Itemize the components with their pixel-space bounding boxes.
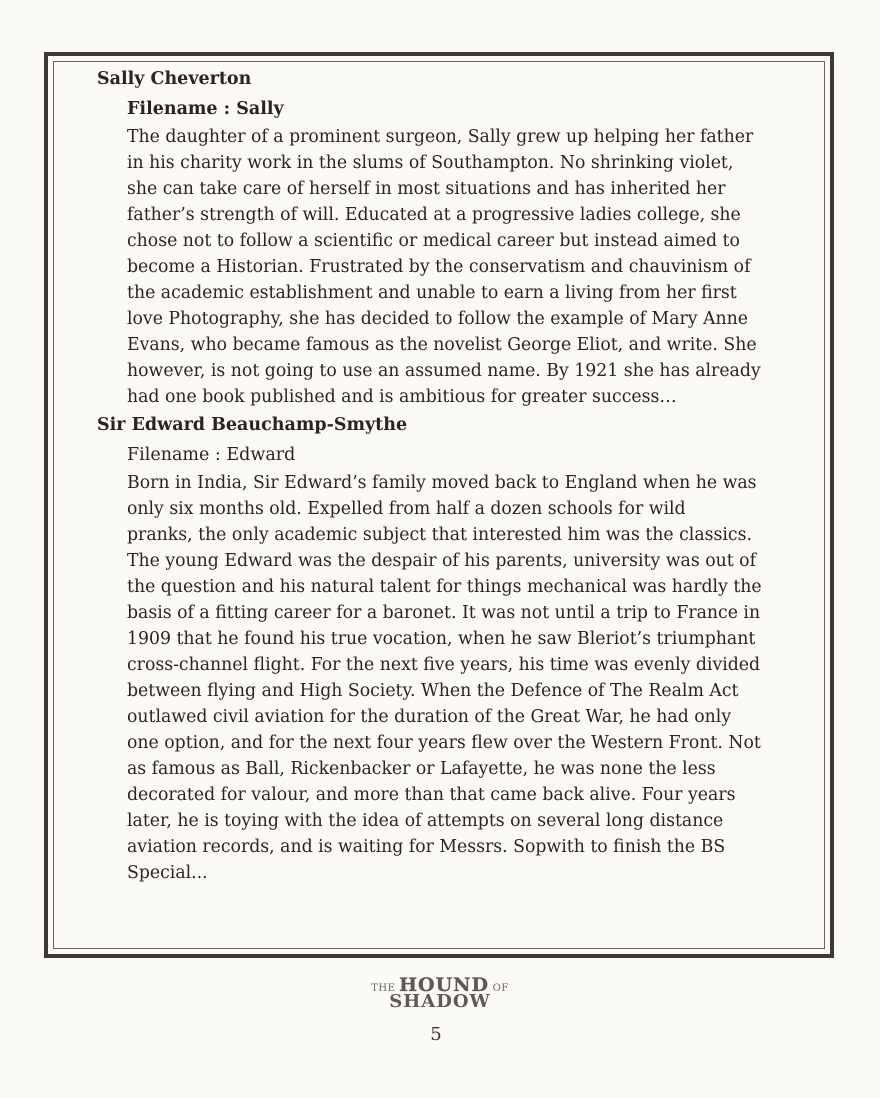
bio-line: she can take care of herself in most situations and has inherited her [127,179,726,199]
bio-line: later, he is toying with the idea of attempts on several long distance [127,811,724,831]
bio-line: Born in India, Sir Edward’s family moved back to England when he was [127,473,757,493]
character-section-sally [97,66,812,410]
bio-line: only six months old. Expelled from half a dozen schools for wild [127,499,686,519]
bio-line: the academic establishment and unable to earn a living from her first [127,283,737,303]
character-name: Sir Edward Beauchamp-Smythe [97,415,408,435]
bio-line: one option, and for the next four years flew over the Western Front. Not [127,733,761,753]
bio-line: aviation records, and is waiting for Messrs. Sopwith to finish the BS [127,837,726,857]
character-section-edward [97,412,812,886]
bio-line: however, is not going to use an assumed name. By 1921 she has already [127,361,761,381]
character-profiles [97,66,812,886]
bio-line: love Photography, she has decided to follow the example of Mary Anne [127,309,748,329]
bio-line: had one book published and is ambitious for greater success… [127,387,677,407]
bio-line: Special... [127,863,208,883]
bio-line: Evans, who became famous as the novelist George Eliot, and write. She [127,335,757,355]
bio-line: decorated for valour, and more than that came back alive. Four years [127,785,736,805]
bio-line: as famous as Ball, Rickenbacker or Lafayette, he was none the less [127,759,716,779]
bio-line: father’s strength of will. Educated at a progressive ladies college, she [127,205,741,225]
character-bio [127,470,812,886]
bio-line: in his charity work in the slums of Southampton. No shrinking violet, [127,153,734,173]
bio-line: between flying and High Society. When the Defence of The Realm Act [127,681,739,701]
bio-line: outlawed civil aviation for the duration of the Great War, he had only [127,707,732,727]
logo-word-shadow: SHADOW [389,991,491,1012]
character-filename: Filename : Edward [127,445,296,465]
bio-line: pranks, the only academic subject that interested him was the classics. [127,525,752,545]
game-logo [360,976,520,1011]
bio-line: The young Edward was the despair of his parents, university was out of [127,551,756,571]
logo-word-of: OF [492,983,509,994]
bio-line: become a Historian. Frustrated by the conservatism and chauvinism of [127,257,751,277]
logo-word-the: THE [371,983,396,994]
bio-line: The daughter of a prominent surgeon, Sally grew up helping her father [127,127,754,147]
bio-line: the question and his natural talent for things mechanical was hardly the [127,577,762,597]
bio-line: 1909 that he found his true vocation, when he saw Bleriot’s triumphant [127,629,756,649]
page-number: 5 [430,1024,442,1045]
character-filename: Filename : Sally [127,99,284,119]
character-name: Sally Cheverton [97,69,252,89]
bio-line: chose not to follow a scientific or medical career but instead aimed to [127,231,740,251]
bio-line: basis of a fitting career for a baronet. It was not until a trip to France in [127,603,761,623]
character-bio [127,124,812,410]
logo-word-hound: HOUND [399,974,489,996]
bio-line: cross-channel flight. For the next five years, his time was evenly divided [127,655,761,675]
